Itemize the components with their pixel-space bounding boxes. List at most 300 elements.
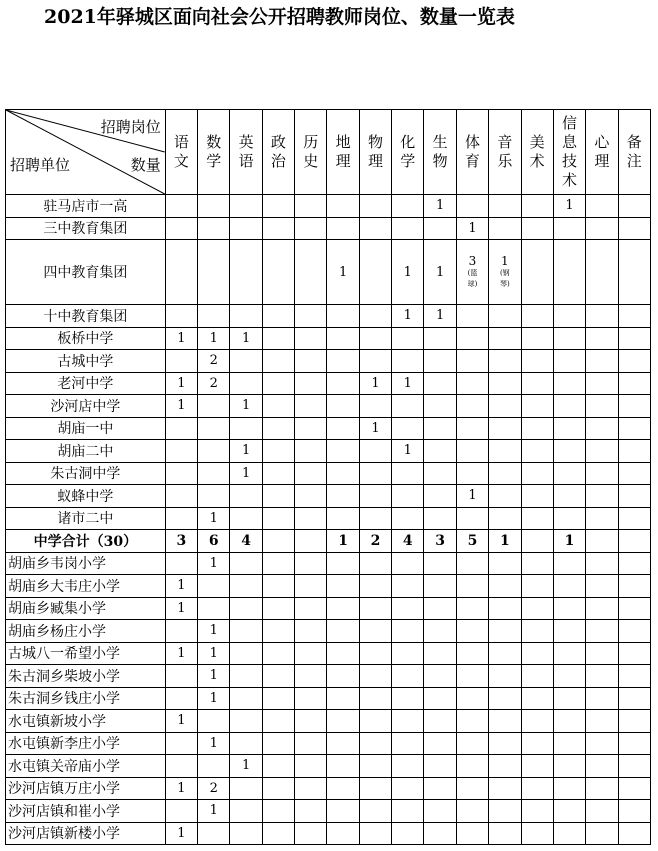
count-cell xyxy=(392,732,424,755)
count-cell xyxy=(424,575,456,598)
count-cell xyxy=(521,195,553,218)
count-cell xyxy=(586,530,618,553)
count-cell xyxy=(521,642,553,665)
count-cell xyxy=(230,217,262,240)
count-cell xyxy=(553,597,585,620)
unit-name-cell: 沙河店中学 xyxy=(6,395,166,418)
count-cell xyxy=(521,217,553,240)
count-cell xyxy=(521,440,553,463)
count-cell xyxy=(295,195,327,218)
column-header: 语文 xyxy=(165,110,197,195)
count-cell xyxy=(553,710,585,733)
count-cell xyxy=(230,507,262,530)
count-cell xyxy=(618,597,650,620)
count-cell xyxy=(198,195,230,218)
count-cell xyxy=(424,642,456,665)
count-cell xyxy=(230,777,262,800)
count-cell xyxy=(521,777,553,800)
count-cell xyxy=(456,665,488,688)
count-cell xyxy=(424,732,456,755)
count-cell xyxy=(618,350,650,373)
count-cell xyxy=(586,732,618,755)
count-cell: 4 xyxy=(230,530,262,553)
count-cell xyxy=(392,642,424,665)
count-cell xyxy=(424,462,456,485)
corner-header-cell xyxy=(6,110,166,195)
count-cell: 2 xyxy=(359,530,391,553)
count-cell: 1 xyxy=(165,822,197,845)
count-cell xyxy=(392,687,424,710)
count-cell xyxy=(359,485,391,508)
count-cell xyxy=(295,642,327,665)
count-cell xyxy=(198,822,230,845)
count-cell xyxy=(489,327,521,350)
count-cell xyxy=(327,195,359,218)
count-cell xyxy=(456,395,488,418)
table-row xyxy=(6,777,651,800)
count-cell xyxy=(456,732,488,755)
count-cell xyxy=(489,710,521,733)
count-cell xyxy=(618,800,650,823)
unit-name-cell: 老河中学 xyxy=(6,372,166,395)
corner-label-count: 数量 xyxy=(130,156,161,174)
count-cell xyxy=(392,195,424,218)
count-cell xyxy=(618,687,650,710)
count-cell xyxy=(392,620,424,643)
count-cell xyxy=(230,665,262,688)
count-cell xyxy=(392,710,424,733)
count-cell xyxy=(586,240,618,305)
count-cell xyxy=(586,350,618,373)
count-cell: 1 xyxy=(165,575,197,598)
count-cell xyxy=(553,687,585,710)
table-row xyxy=(6,575,651,598)
count-cell xyxy=(327,507,359,530)
count-cell xyxy=(586,462,618,485)
count-cell xyxy=(230,552,262,575)
count-cell xyxy=(295,822,327,845)
count-cell: 2 xyxy=(198,350,230,373)
count-cell xyxy=(521,530,553,553)
count-cell xyxy=(489,642,521,665)
count-cell xyxy=(295,417,327,440)
count-cell xyxy=(359,395,391,418)
unit-name-cell: 驻马店市一高 xyxy=(6,195,166,218)
count-cell xyxy=(392,217,424,240)
count-cell: 1 xyxy=(198,507,230,530)
count-cell xyxy=(198,305,230,328)
unit-name-cell: 古城八一希望小学 xyxy=(6,642,166,665)
count-cell xyxy=(618,327,650,350)
count-cell xyxy=(295,777,327,800)
unit-name-cell: 中学合计（30） xyxy=(6,530,166,553)
count-cell xyxy=(262,507,294,530)
count-cell xyxy=(327,395,359,418)
count-cell xyxy=(262,240,294,305)
count-cell xyxy=(424,217,456,240)
count-cell xyxy=(618,507,650,530)
count-cell xyxy=(327,305,359,328)
count-cell xyxy=(165,195,197,218)
table-row xyxy=(6,507,651,530)
count-cell xyxy=(618,777,650,800)
count-cell xyxy=(521,485,553,508)
count-cell xyxy=(553,552,585,575)
table-row xyxy=(6,327,651,350)
count-cell xyxy=(553,305,585,328)
count-cell xyxy=(327,687,359,710)
count-cell xyxy=(586,217,618,240)
count-cell xyxy=(521,240,553,305)
count-cell xyxy=(586,395,618,418)
unit-name-cell: 胡庙乡韦岗小学 xyxy=(6,552,166,575)
count-cell xyxy=(359,642,391,665)
count-cell xyxy=(586,440,618,463)
count-cell: 1 xyxy=(198,800,230,823)
count-cell xyxy=(489,597,521,620)
count-cell xyxy=(262,800,294,823)
count-cell xyxy=(359,240,391,305)
count-cell xyxy=(489,575,521,598)
count-cell xyxy=(424,485,456,508)
count-cell xyxy=(262,217,294,240)
count-cell xyxy=(456,462,488,485)
count-cell xyxy=(295,597,327,620)
count-cell xyxy=(262,710,294,733)
unit-name-cell: 胡庙乡杨庄小学 xyxy=(6,620,166,643)
unit-name-cell: 朱古洞中学 xyxy=(6,462,166,485)
count-cell xyxy=(489,240,521,305)
count-cell xyxy=(553,777,585,800)
count-cell: 1 xyxy=(198,687,230,710)
unit-name-cell: 沙河店镇新楼小学 xyxy=(6,822,166,845)
count-cell xyxy=(618,755,650,778)
count-cell xyxy=(262,462,294,485)
corner-label-post: 招聘岗位 xyxy=(100,118,161,136)
count-cell xyxy=(295,507,327,530)
count-cell xyxy=(359,575,391,598)
table-row xyxy=(6,597,651,620)
count-cell xyxy=(327,665,359,688)
count-cell xyxy=(392,417,424,440)
column-header: 生物 xyxy=(424,110,456,195)
table-row xyxy=(6,240,651,305)
header-row xyxy=(6,110,651,195)
count-cell xyxy=(359,195,391,218)
count-cell xyxy=(618,485,650,508)
count-cell xyxy=(295,665,327,688)
count-cell xyxy=(295,710,327,733)
count-cell xyxy=(262,327,294,350)
count-cell xyxy=(618,395,650,418)
count-cell: 1 xyxy=(230,395,262,418)
count-cell xyxy=(392,800,424,823)
count-cell xyxy=(553,620,585,643)
column-header: 信息技术 xyxy=(553,110,585,195)
count-cell xyxy=(618,732,650,755)
count-cell: 6 xyxy=(198,530,230,553)
count-cell xyxy=(618,440,650,463)
count-cell xyxy=(553,327,585,350)
count-cell xyxy=(165,485,197,508)
count-cell: 1 xyxy=(424,305,456,328)
count-cell xyxy=(521,305,553,328)
count-cell xyxy=(456,240,488,305)
count-cell xyxy=(198,710,230,733)
subtotal-row xyxy=(6,530,651,553)
count-cell: 1 xyxy=(392,440,424,463)
count-cell: 1 xyxy=(456,217,488,240)
count-cell: 1 xyxy=(553,195,585,218)
column-header: 历史 xyxy=(295,110,327,195)
unit-name-cell: 朱古洞乡钱庄小学 xyxy=(6,687,166,710)
count-cell xyxy=(618,620,650,643)
count-cell xyxy=(521,395,553,418)
count-cell: 1 xyxy=(392,305,424,328)
count-cell xyxy=(230,822,262,845)
count-cell xyxy=(327,440,359,463)
count-cell xyxy=(359,507,391,530)
count-cell: 1 xyxy=(230,755,262,778)
count-cell xyxy=(489,665,521,688)
count-cell xyxy=(553,240,585,305)
count-cell xyxy=(618,552,650,575)
count-cell xyxy=(586,507,618,530)
count-cell xyxy=(359,620,391,643)
count-cell xyxy=(327,485,359,508)
unit-name-cell: 胡庙乡臧集小学 xyxy=(6,597,166,620)
count-cell xyxy=(165,800,197,823)
count-cell xyxy=(489,440,521,463)
count-cell xyxy=(424,507,456,530)
count-cell xyxy=(489,687,521,710)
count-cell xyxy=(327,597,359,620)
count-cell xyxy=(489,620,521,643)
column-header: 心理 xyxy=(586,110,618,195)
unit-name-cell: 十中教育集团 xyxy=(6,305,166,328)
count-cell xyxy=(230,372,262,395)
count-cell xyxy=(424,687,456,710)
table-row xyxy=(6,195,651,218)
count-cell xyxy=(586,777,618,800)
count-cell xyxy=(553,350,585,373)
unit-name-cell: 胡庙二中 xyxy=(6,440,166,463)
unit-name-cell: 沙河店镇万庄小学 xyxy=(6,777,166,800)
count-cell xyxy=(392,507,424,530)
unit-name-cell: 水屯镇新李庄小学 xyxy=(6,732,166,755)
music-note: (钢 xyxy=(499,269,510,277)
table-row xyxy=(6,732,651,755)
unit-name-cell: 诸市二中 xyxy=(6,507,166,530)
count-cell xyxy=(262,732,294,755)
count-cell xyxy=(521,327,553,350)
table-row xyxy=(6,687,651,710)
count-cell xyxy=(327,372,359,395)
unit-name-cell: 朱古洞乡柴坡小学 xyxy=(6,665,166,688)
count-cell: 1 xyxy=(165,395,197,418)
column-header: 英语 xyxy=(230,110,262,195)
count-cell xyxy=(553,800,585,823)
count-cell xyxy=(165,440,197,463)
count-cell xyxy=(198,597,230,620)
count-cell xyxy=(489,217,521,240)
count-cell xyxy=(521,620,553,643)
count-cell xyxy=(392,462,424,485)
count-cell xyxy=(359,755,391,778)
count-cell: 1 xyxy=(198,552,230,575)
count-cell xyxy=(359,710,391,733)
count-cell xyxy=(521,372,553,395)
count-cell xyxy=(424,710,456,733)
music-note: 琴) xyxy=(499,280,510,288)
count-cell xyxy=(295,372,327,395)
count-cell xyxy=(489,417,521,440)
count-cell: 1 xyxy=(230,462,262,485)
count-cell xyxy=(198,440,230,463)
count-cell xyxy=(327,620,359,643)
count-cell: 1 xyxy=(424,240,456,305)
count-cell xyxy=(165,552,197,575)
count-cell xyxy=(618,195,650,218)
count-cell xyxy=(424,552,456,575)
count-cell xyxy=(392,822,424,845)
count-cell xyxy=(586,620,618,643)
count-cell xyxy=(230,195,262,218)
count-cell xyxy=(359,305,391,328)
count-cell xyxy=(295,327,327,350)
count-cell xyxy=(424,417,456,440)
count-cell: 1 xyxy=(198,327,230,350)
count-cell xyxy=(586,552,618,575)
count-cell xyxy=(424,665,456,688)
count-cell xyxy=(262,305,294,328)
count-cell xyxy=(521,710,553,733)
count-cell xyxy=(489,755,521,778)
count-cell xyxy=(230,417,262,440)
table-row xyxy=(6,217,651,240)
count-cell xyxy=(489,777,521,800)
count-cell xyxy=(327,350,359,373)
count-cell xyxy=(553,440,585,463)
count-cell xyxy=(521,507,553,530)
count-cell xyxy=(165,350,197,373)
count-cell xyxy=(359,777,391,800)
count-cell xyxy=(165,620,197,643)
column-header: 音乐 xyxy=(489,110,521,195)
count-cell xyxy=(327,755,359,778)
count-cell xyxy=(359,552,391,575)
count-cell xyxy=(618,642,650,665)
count-cell xyxy=(586,417,618,440)
count-cell xyxy=(198,575,230,598)
count-cell xyxy=(586,597,618,620)
count-cell xyxy=(424,440,456,463)
column-header: 备注 xyxy=(618,110,650,195)
count-cell xyxy=(424,777,456,800)
count-cell xyxy=(262,687,294,710)
count-cell xyxy=(586,485,618,508)
count-cell xyxy=(618,462,650,485)
count-cell xyxy=(262,195,294,218)
count-cell xyxy=(359,350,391,373)
count-cell: 1 xyxy=(456,485,488,508)
count-cell xyxy=(359,217,391,240)
count-cell xyxy=(456,687,488,710)
count-cell: 1 xyxy=(327,530,359,553)
count-cell xyxy=(327,575,359,598)
table-row xyxy=(6,462,651,485)
table-row xyxy=(6,395,651,418)
count-cell xyxy=(456,350,488,373)
count-cell xyxy=(586,575,618,598)
count-cell xyxy=(295,462,327,485)
count-cell xyxy=(456,710,488,733)
count-cell xyxy=(424,350,456,373)
count-cell xyxy=(553,217,585,240)
count-cell xyxy=(456,195,488,218)
count-cell: 3 xyxy=(165,530,197,553)
count-cell: 1 xyxy=(489,530,521,553)
count-cell xyxy=(456,777,488,800)
corner-label-unit: 招聘单位 xyxy=(10,156,71,174)
count-cell xyxy=(295,687,327,710)
count-cell xyxy=(392,755,424,778)
count-cell xyxy=(262,755,294,778)
count-cell xyxy=(359,440,391,463)
count-cell xyxy=(618,530,650,553)
table-row xyxy=(6,665,651,688)
count-cell: 1 xyxy=(327,240,359,305)
count-cell xyxy=(359,687,391,710)
count-cell xyxy=(489,462,521,485)
count-cell: 1 xyxy=(165,327,197,350)
count-cell xyxy=(230,642,262,665)
count-cell xyxy=(165,687,197,710)
count-cell xyxy=(424,372,456,395)
count-cell xyxy=(230,732,262,755)
count-cell xyxy=(359,822,391,845)
count-cell xyxy=(424,800,456,823)
count-cell xyxy=(262,597,294,620)
table-row xyxy=(6,800,651,823)
count-cell xyxy=(392,350,424,373)
count-cell xyxy=(262,620,294,643)
count-cell xyxy=(456,575,488,598)
count-cell xyxy=(586,687,618,710)
count-cell xyxy=(618,372,650,395)
count-cell: 1 xyxy=(198,732,230,755)
count-cell xyxy=(489,822,521,845)
count-cell xyxy=(456,507,488,530)
count-cell xyxy=(586,305,618,328)
count-cell xyxy=(230,620,262,643)
count-cell xyxy=(553,822,585,845)
count-cell xyxy=(456,755,488,778)
count-cell xyxy=(327,710,359,733)
count-cell xyxy=(456,642,488,665)
count-cell xyxy=(262,372,294,395)
count-cell xyxy=(295,552,327,575)
pe-count: 3 xyxy=(468,254,477,268)
count-cell xyxy=(295,305,327,328)
count-cell xyxy=(165,217,197,240)
count-cell xyxy=(230,350,262,373)
count-cell xyxy=(586,327,618,350)
count-cell xyxy=(489,485,521,508)
count-cell xyxy=(327,552,359,575)
table-row xyxy=(6,755,651,778)
count-cell: 1 xyxy=(392,240,424,305)
